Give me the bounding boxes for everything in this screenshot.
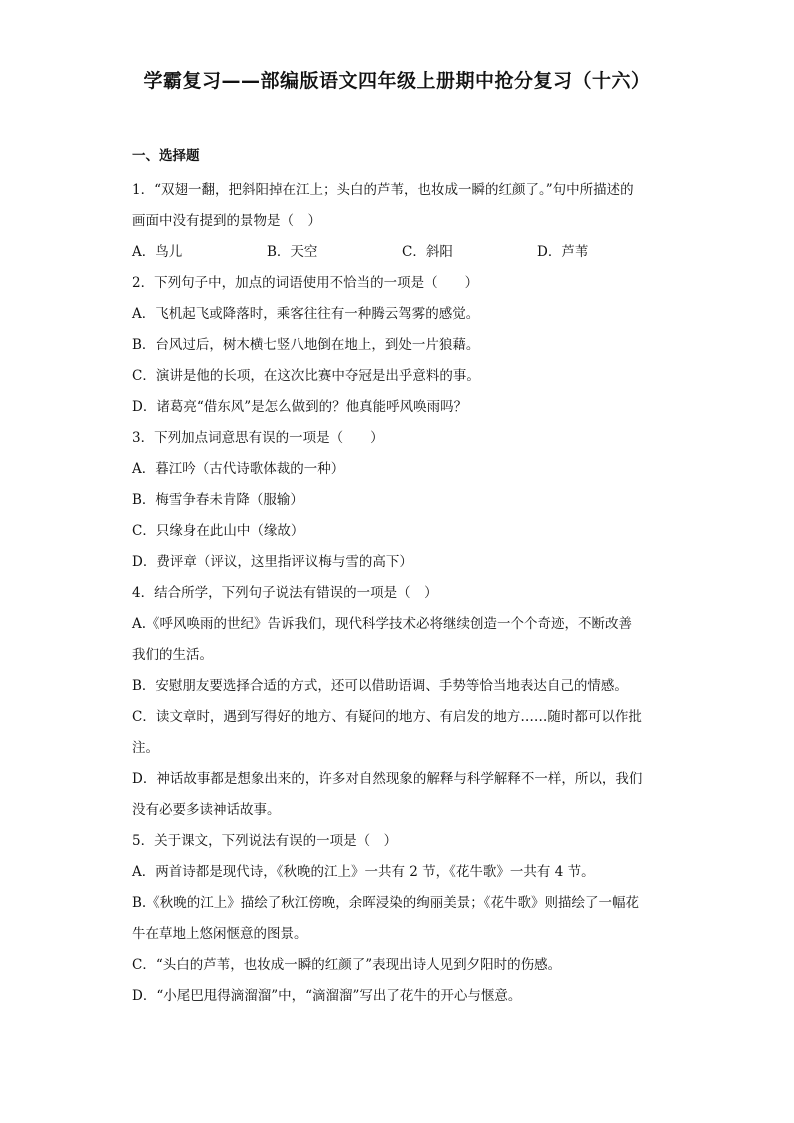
question-3-option-b: B．梅雪争春未肯降（服输）	[132, 492, 304, 508]
question-1-stem-line-1: 1．“双翅一翻，把斜阳掉在江上；头白的芦苇，也妆成一瞬的红颜了。”句中所描述的	[132, 182, 634, 198]
question-3-option-c: C．只缘身在此山中（缘故）	[132, 523, 305, 539]
question-5-option-b-line-1: B.《秋晚的江上》描绘了秋江傍晚，余晖浸染的绚丽美景；《花牛歌》则描绘了一幅花	[132, 895, 639, 911]
question-2-option-d: D．诸葛亮“借东风”是怎么做到的？他真能呼风唤雨吗？	[132, 399, 468, 415]
question-2-option-c: C．演讲是他的长项，在这次比赛中夺冠是出乎意料的事。	[132, 368, 480, 384]
question-3-stem: 3．下列加点词意思有误的一项是（ ）	[132, 430, 384, 446]
question-2-option-b: B．台风过后，树木横七竖八地倒在地上，到处一片狼藉。	[132, 337, 480, 353]
question-4-option-b: B．安慰朋友要选择合适的方式，还可以借助语调、手势等恰当地表达自己的情感。	[132, 678, 628, 694]
question-3-option-a: A．暮江吟（古代诗歌体裁的一种）	[132, 461, 345, 477]
question-4-option-a-line-1: A.《呼风唤雨的世纪》告诉我们，现代科学技术必将继续创造一个个奇迹，不断改善	[132, 616, 633, 632]
section-title: 一、选择题	[132, 148, 200, 164]
question-list	[132, 144, 672, 1012]
question-4-option-d-line-2: 没有必要多读神话故事。	[132, 802, 281, 818]
question-1-option-a: A．鸟儿	[132, 244, 183, 260]
question-1-stem-line-2: 画面中没有提到的景物是（ ）	[132, 213, 321, 229]
question-1-options	[132, 237, 672, 268]
page-title: 学霸复习——部编版语文四年级上册期中抢分复习（十六）	[143, 70, 651, 92]
question-4-option-a-line-2: 我们的生活。	[132, 647, 213, 663]
question-4-option-c-line-1: C．读文章时，遇到写得好的地方、有疑问的地方、有启发的地方……随时都可以作批	[132, 709, 642, 725]
question-4-option-c-line-2: 注。	[132, 740, 159, 756]
question-4-option-d-line-1: D．神话故事都是想象出来的，许多对自然现象的解释与科学解释不一样，所以，我们	[132, 771, 643, 787]
question-5-option-c: C．“头白的芦苇，也妆成一瞬的红颜了”表现出诗人见到夕阳时的伤感。	[132, 957, 562, 973]
question-5-option-d: D．“小尾巴甩得滴溜溜”中，“滴溜溜”写出了花牛的开心与惬意。	[132, 988, 522, 1004]
question-3-option-d: D．费评章（评议，这里指评议梅与雪的高下）	[132, 554, 413, 570]
question-1-option-c: C．斜阳	[402, 244, 453, 260]
question-4-stem: 4．结合所学，下列句子说法有错误的一项是（ ）	[132, 585, 438, 601]
question-2-stem: 2．下列句子中，加点的词语使用不恰当的一项是（ ）	[132, 275, 479, 291]
question-1-option-b: B．天空	[267, 244, 318, 260]
question-2-option-a: A．飞机起飞或降落时，乘客往往有一种腾云驾雾的感觉。	[132, 306, 480, 322]
question-5-option-b-line-2: 牛在草地上悠闲惬意的图景。	[132, 926, 308, 942]
question-1-option-d: D．芦苇	[537, 244, 589, 260]
question-5-option-a: A．两首诗都是现代诗，《秋晚的江上》一共有 2 节，《花牛歌》一共有 4 节。	[132, 864, 595, 880]
question-5-stem: 5．关于课文，下列说法有误的一项是（ ）	[132, 833, 398, 849]
